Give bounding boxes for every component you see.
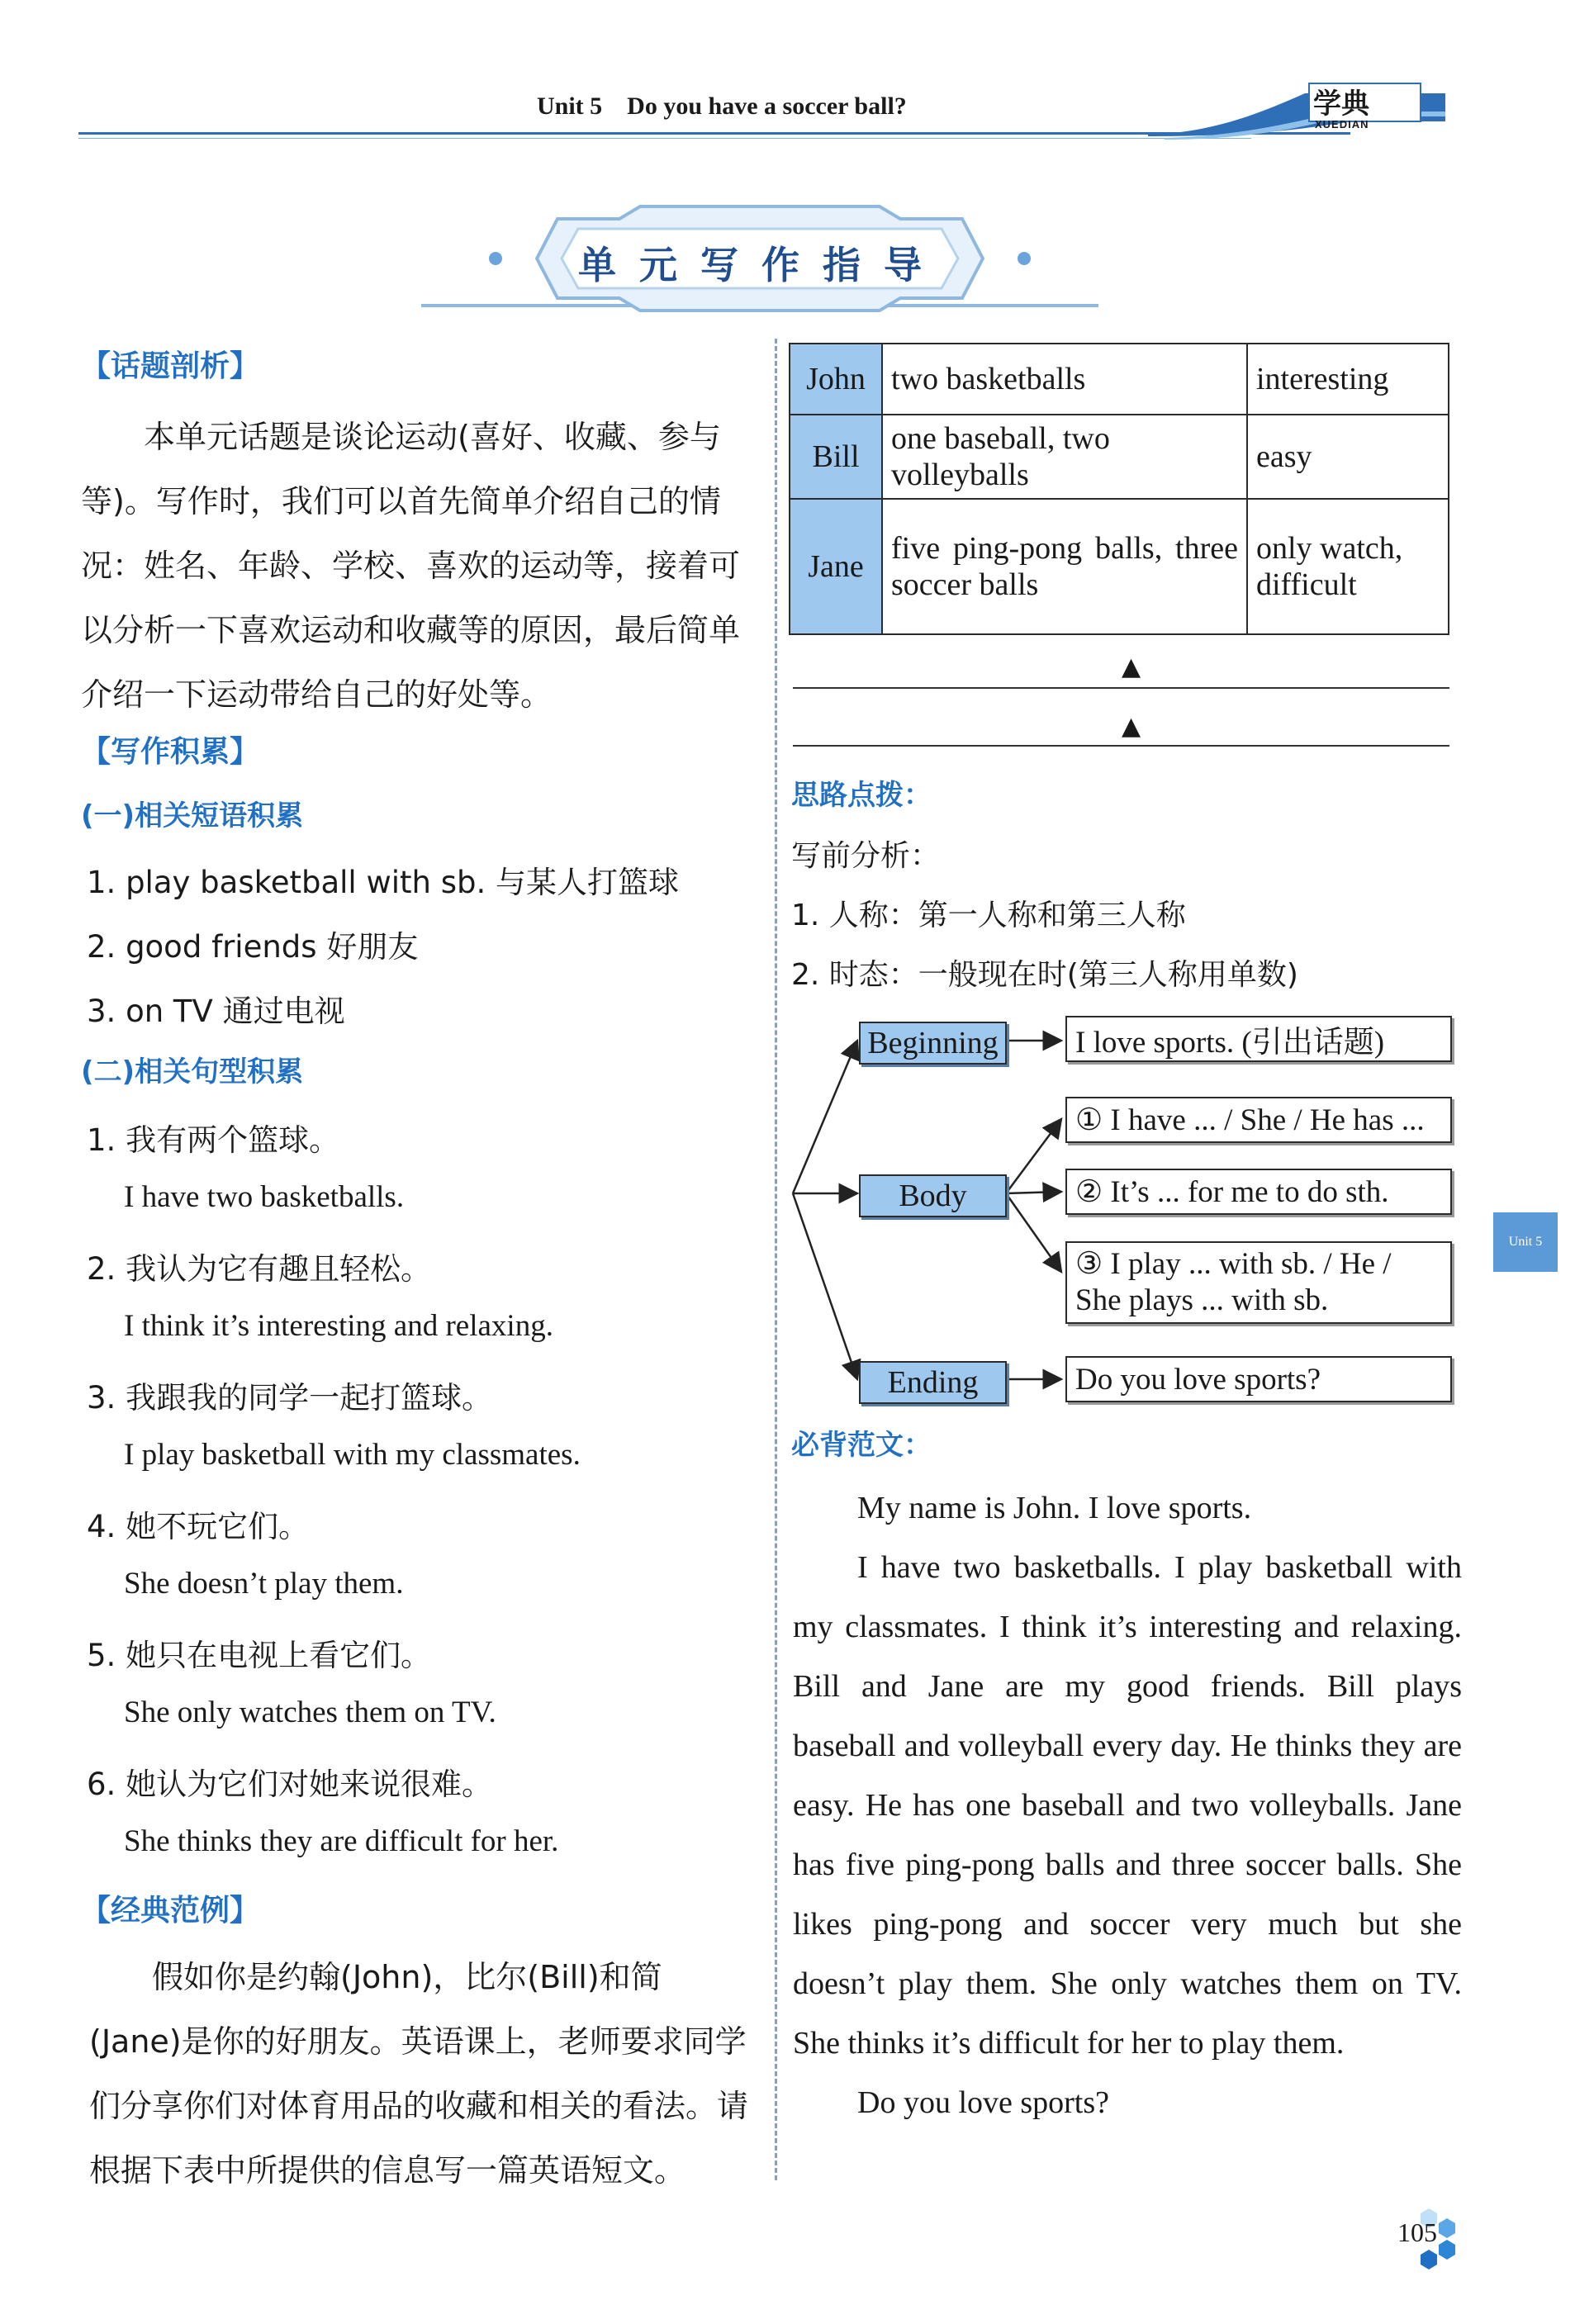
example-paragraph: 假如你是约翰(John)，比尔(Bill)和简(Jane)是你的好朋友。英语课上，老师要求同学们分享你们对体育用品的收藏和相关的看法。请根据下表中所提供的信息写一篇英语短文。	[89, 1959, 749, 2189]
essay-paragraph: I have two basketballs. I play basketball with my classmates. I think it’s interesting and relaxing. Bill and Jane are my good friends. Bill plays baseball and volleyball every day. He thinks they are easy. He has one baseball and two volleyballs. Jane has five ping-pong balls and three soccer balls. She likes ping-pong and soccer very much but she doesn’t play them. She only watches them on TV. She thinks it’s difficult for her to play them.	[793, 1550, 1462, 2061]
tense-note: 2. 时态：一般现在时(第三人称用单数)	[791, 958, 1298, 992]
sentence-en: She doesn’t play them.	[124, 1567, 404, 1601]
diagram-body: Body	[859, 1174, 1007, 1217]
phrase-item: 1. play basketball with sb. 与某人打篮球	[87, 865, 680, 900]
accumulation-heading: 【写作积累】	[81, 735, 260, 769]
table-cell-opinion: interesting	[1247, 344, 1449, 415]
sentences-heading: (二)相关句型积累	[81, 1055, 304, 1088]
diagram-body-note: ① I have ... / She / He has ...	[1065, 1097, 1452, 1143]
diagram-beginning-note: I love sports. (引出话题)	[1065, 1016, 1452, 1062]
phrase-item: 2. good friends 好朋友	[87, 929, 419, 965]
sentence-cn: 3. 我跟我的同学一起打篮球。	[87, 1380, 493, 1416]
sentence-cn: 6. 她认为它们对她来说很难。	[87, 1767, 493, 1802]
sentence-cn: 4. 她不玩它们。	[87, 1509, 310, 1544]
phrases-heading: (一)相关短语积累	[81, 799, 304, 832]
brand-logo-cn: 学典	[1313, 88, 1369, 121]
table-cell-name: Bill	[790, 415, 882, 499]
essay-paragraph: My name is John. I love sports.	[857, 1491, 1252, 1525]
table-row	[790, 415, 1449, 499]
blank-marker-icon: ▲	[1122, 652, 1141, 681]
essay-paragraph: Do you love sports?	[857, 2085, 1110, 2120]
pre-analysis-label: 写前分析：	[791, 839, 941, 873]
topic-heading: 【话题剖析】	[81, 349, 260, 383]
table-cell-items: one baseball, two volleyballs	[882, 415, 1247, 499]
table-cell-opinion: only watch, difficult	[1247, 499, 1449, 634]
model-essay	[793, 1478, 1462, 2132]
diagram-body-note: ② It’s ... for me to do sth.	[1065, 1169, 1452, 1215]
header-rule-thin	[78, 138, 1251, 139]
unit-side-tab: Unit 5	[1493, 1212, 1558, 1272]
blank-marker-icon: ▲	[1122, 712, 1141, 741]
sentence-en: She only watches them on TV.	[124, 1696, 496, 1729]
unit-title: Unit 5 Do you have a soccer ball?	[537, 92, 907, 120]
diagram-body-note: ③ I play ... with sb. / He / She plays ... with sb.	[1065, 1241, 1452, 1324]
tips-heading: 思路点拨：	[791, 779, 932, 812]
sentence-cn: 1. 我有两个篮球。	[87, 1122, 340, 1158]
sentence-en: I have two basketballs.	[124, 1180, 405, 1214]
brand-logo-en: XUEDIAN	[1315, 118, 1369, 130]
banner-title: 单元写作指导	[578, 243, 945, 287]
table-cell-name: John	[790, 344, 882, 415]
table-row	[790, 499, 1449, 634]
phrase-item: 3. on TV 通过电视	[87, 994, 345, 1029]
answer-line	[793, 745, 1449, 747]
brand-swoosh-icon	[1148, 78, 1445, 145]
sentence-cn: 5. 她只在电视上看它们。	[87, 1638, 432, 1673]
diagram-ending: Ending	[859, 1361, 1007, 1404]
diagram-beginning: Beginning	[859, 1022, 1007, 1065]
page-number: 105	[1397, 2217, 1437, 2247]
essay-heading: 必背范文：	[791, 1429, 932, 1462]
table-cell-items: five ping-pong balls, three soccer balls	[882, 499, 1247, 634]
diagram-ending-note: Do you love sports?	[1065, 1356, 1452, 1402]
example-heading: 【经典范例】	[81, 1894, 260, 1928]
answer-line	[793, 687, 1449, 689]
person-note: 1. 人称：第一人称和第三人称	[791, 899, 1186, 932]
table-row	[790, 344, 1449, 415]
sentence-en: I think it’s interesting and relaxing.	[124, 1309, 553, 1343]
sentence-cn: 2. 我认为它有趣且轻松。	[87, 1251, 432, 1287]
sentence-en: I play basketball with my classmates.	[124, 1438, 581, 1472]
sentence-en: She thinks they are difficult for her.	[124, 1824, 559, 1858]
table-cell-name: Jane	[790, 499, 882, 634]
table-cell-opinion: easy	[1247, 415, 1449, 499]
info-table	[789, 343, 1449, 635]
topic-paragraph: 本单元话题是谈论运动(喜好、收藏、参与等)。写作时，我们可以首先简单介绍自己的情况：姓名、年龄、学校、喜欢的运动等，接着可以分析一下喜欢运动和收藏等的原因，最后简单介绍一下运动带给自己的好处等。	[81, 419, 741, 713]
table-cell-items: two basketballs	[882, 344, 1247, 415]
